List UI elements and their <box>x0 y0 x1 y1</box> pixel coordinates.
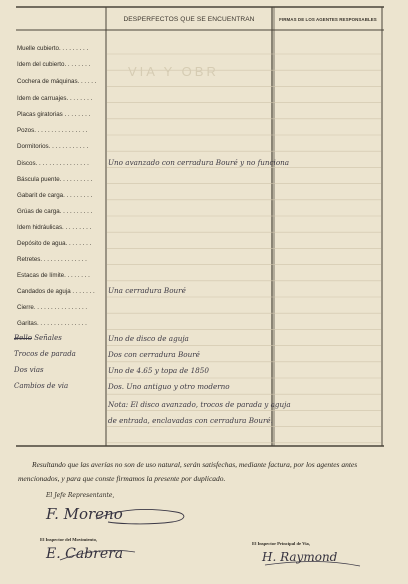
handwritten-entry-senales: Uno de disco de aguja <box>108 334 189 343</box>
row-label-deposito-agua: Depósito de agua. . . . . . . . <box>17 240 92 247</box>
row-label-bascula-puente: Báscula puente. . . . . . . . . . <box>17 176 93 183</box>
handwritten-row-label-cambios: Cambios de via <box>14 382 69 390</box>
handwritten-row-label-vias: Dos vias <box>14 366 44 374</box>
row-label-candados-aguja: Candados de aguja . . . . . . . <box>17 288 95 295</box>
row-label-pozos: Pozos. . . . . . . . . . . . . . . . <box>17 127 88 134</box>
row-label-cochera-maquinas: Cochera de máquinas. . . . . . <box>17 78 97 85</box>
row-label-placas-giratorias: Placas giratorias . . . . . . . . <box>17 111 91 118</box>
row-label-idem-hidraulicas: Idem hidráulicas. . . . . . . . . <box>17 224 92 231</box>
bleed-through-text: VIA Y OBR <box>128 64 219 79</box>
row-label-gruas-carga: Grúas de carga. . . . . . . . . . <box>17 208 93 215</box>
inspector-movimiento-label: El Inspector del Movimiento, <box>40 537 98 542</box>
row-label-estacas-limite: Estacas de límite. . . . . . . . <box>17 272 90 279</box>
handwritten-note-line-1: Nota: El disco avanzado, trocos de parada y aguja <box>108 400 291 409</box>
column-header-defects: DESPERFECTOS QUE SE ENCUENTRAN <box>123 15 255 23</box>
inspector-movimiento-signature: E. Cabrera <box>46 546 124 562</box>
handwritten-row-label-trocos: Trocos de parada <box>14 350 76 358</box>
row-label-retretes: Retretes. . . . . . . . . . . . . . <box>17 256 87 263</box>
handwritten-discos-entry: Uno avanzado con cerradura Bouré y no funciona <box>108 158 290 167</box>
handwritten-candados-entry: Una cerradura Bouré <box>108 286 186 295</box>
row-label-idem-cubierto: Idem del cubierto. . . . . . . . <box>17 61 91 68</box>
handwritten-entry-vias: Uno de 4.65 y topa de 1850 <box>108 366 209 375</box>
row-label-garitas: Garitas. . . . . . . . . . . . . . . <box>17 320 87 327</box>
handwritten-entry-cambios: Dos. Uno antiguo y otro moderno <box>108 382 230 391</box>
row-label-dormitorios: Dormitorios. . . . . . . . . . . . <box>17 143 89 150</box>
jefe-representante-label: El Jefe Representante, <box>46 492 115 499</box>
inspector-via-label: El Inspector Principal de Via, <box>252 541 310 546</box>
handwritten-row-label-senales: Bello Señales <box>14 334 62 342</box>
jefe-signature: F. Moreno <box>46 505 123 523</box>
row-label-cierre: Cierre. . . . . . . . . . . . . . . . <box>17 304 88 311</box>
row-label-muelle-cubierto: Muelle cubierto. . . . . . . . . <box>17 45 89 52</box>
resolution-paragraph: Resultando que las averías no son de uso natural, serán satisfechas, mediante factura, por los agentes antes mencionados, y para que conste firmamos la presente por duplicado. <box>18 460 358 483</box>
row-label-gabarit-carga: Gabarit de carga. . . . . . . . . <box>17 192 93 199</box>
handwritten-note-line-2: de entrada, enclavadas con cerradura Bouré. <box>108 416 273 425</box>
inspector-via-signature: H. Raymond <box>262 550 338 564</box>
handwritten-entry-trocos: Dos con cerradura Bouré <box>108 350 200 359</box>
column-header-signatures: FIRMAS DE LOS AGENTES RESPONSABLES <box>279 16 377 22</box>
row-label-idem-carruajes: Idem de carruajes. . . . . . . . <box>17 95 93 102</box>
row-label-discos: Discos. . . . . . . . . . . . . . . . <box>17 160 89 167</box>
